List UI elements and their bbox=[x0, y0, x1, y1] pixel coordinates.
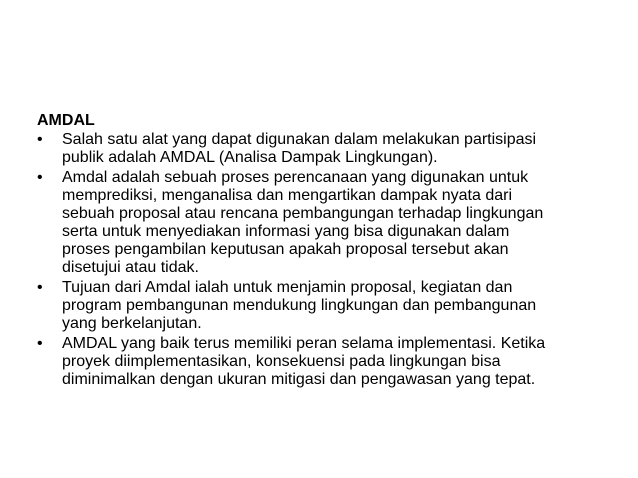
bullet-text: Amdal adalah sebuah proses perencanaan yang digunakan untuk memprediksi, menganalisa dan mengartikan dampak nyata dari sebuah proposal atau rencana pembangungan terhadap lingkungan serta untuk menyediakan informasi yang bisa digunakan dalam proses pengambilan keputusan apakah proposal tersebut akan disetujui atau tidak. bbox=[62, 169, 544, 276]
bullet-item bbox=[37, 169, 605, 277]
bullet-text: Tujuan dari Amdal ialah untuk menjamin proposal, kegiatan dan program pembangunan mendukung lingkungan dan pembangunan yang berkelanjutan. bbox=[62, 279, 537, 332]
bullet-text: Salah satu alat yang dapat digunakan dalam melakukan partisipasi publik adalah AMDAL (Analisa Dampak Lingkungan). bbox=[62, 131, 537, 166]
bullet-text: AMDAL yang baik terus memiliki peran selama implementasi. Ketika proyek diimplementasikan, konsekuensi pada lingkungan bisa diminimalkan dengan ukuran mitigasi dan pengawasan yang tepat. bbox=[62, 335, 546, 388]
bullet-item bbox=[37, 335, 605, 389]
bullet-marker: • bbox=[37, 279, 43, 296]
bullet-list bbox=[37, 131, 605, 389]
bullet-marker: • bbox=[37, 131, 43, 148]
bullet-item bbox=[37, 131, 605, 167]
bullet-item bbox=[37, 279, 605, 333]
bullet-marker: • bbox=[37, 169, 43, 186]
slide-title: AMDAL bbox=[37, 112, 95, 129]
bullet-marker: • bbox=[37, 335, 43, 352]
slide-content bbox=[37, 111, 605, 391]
